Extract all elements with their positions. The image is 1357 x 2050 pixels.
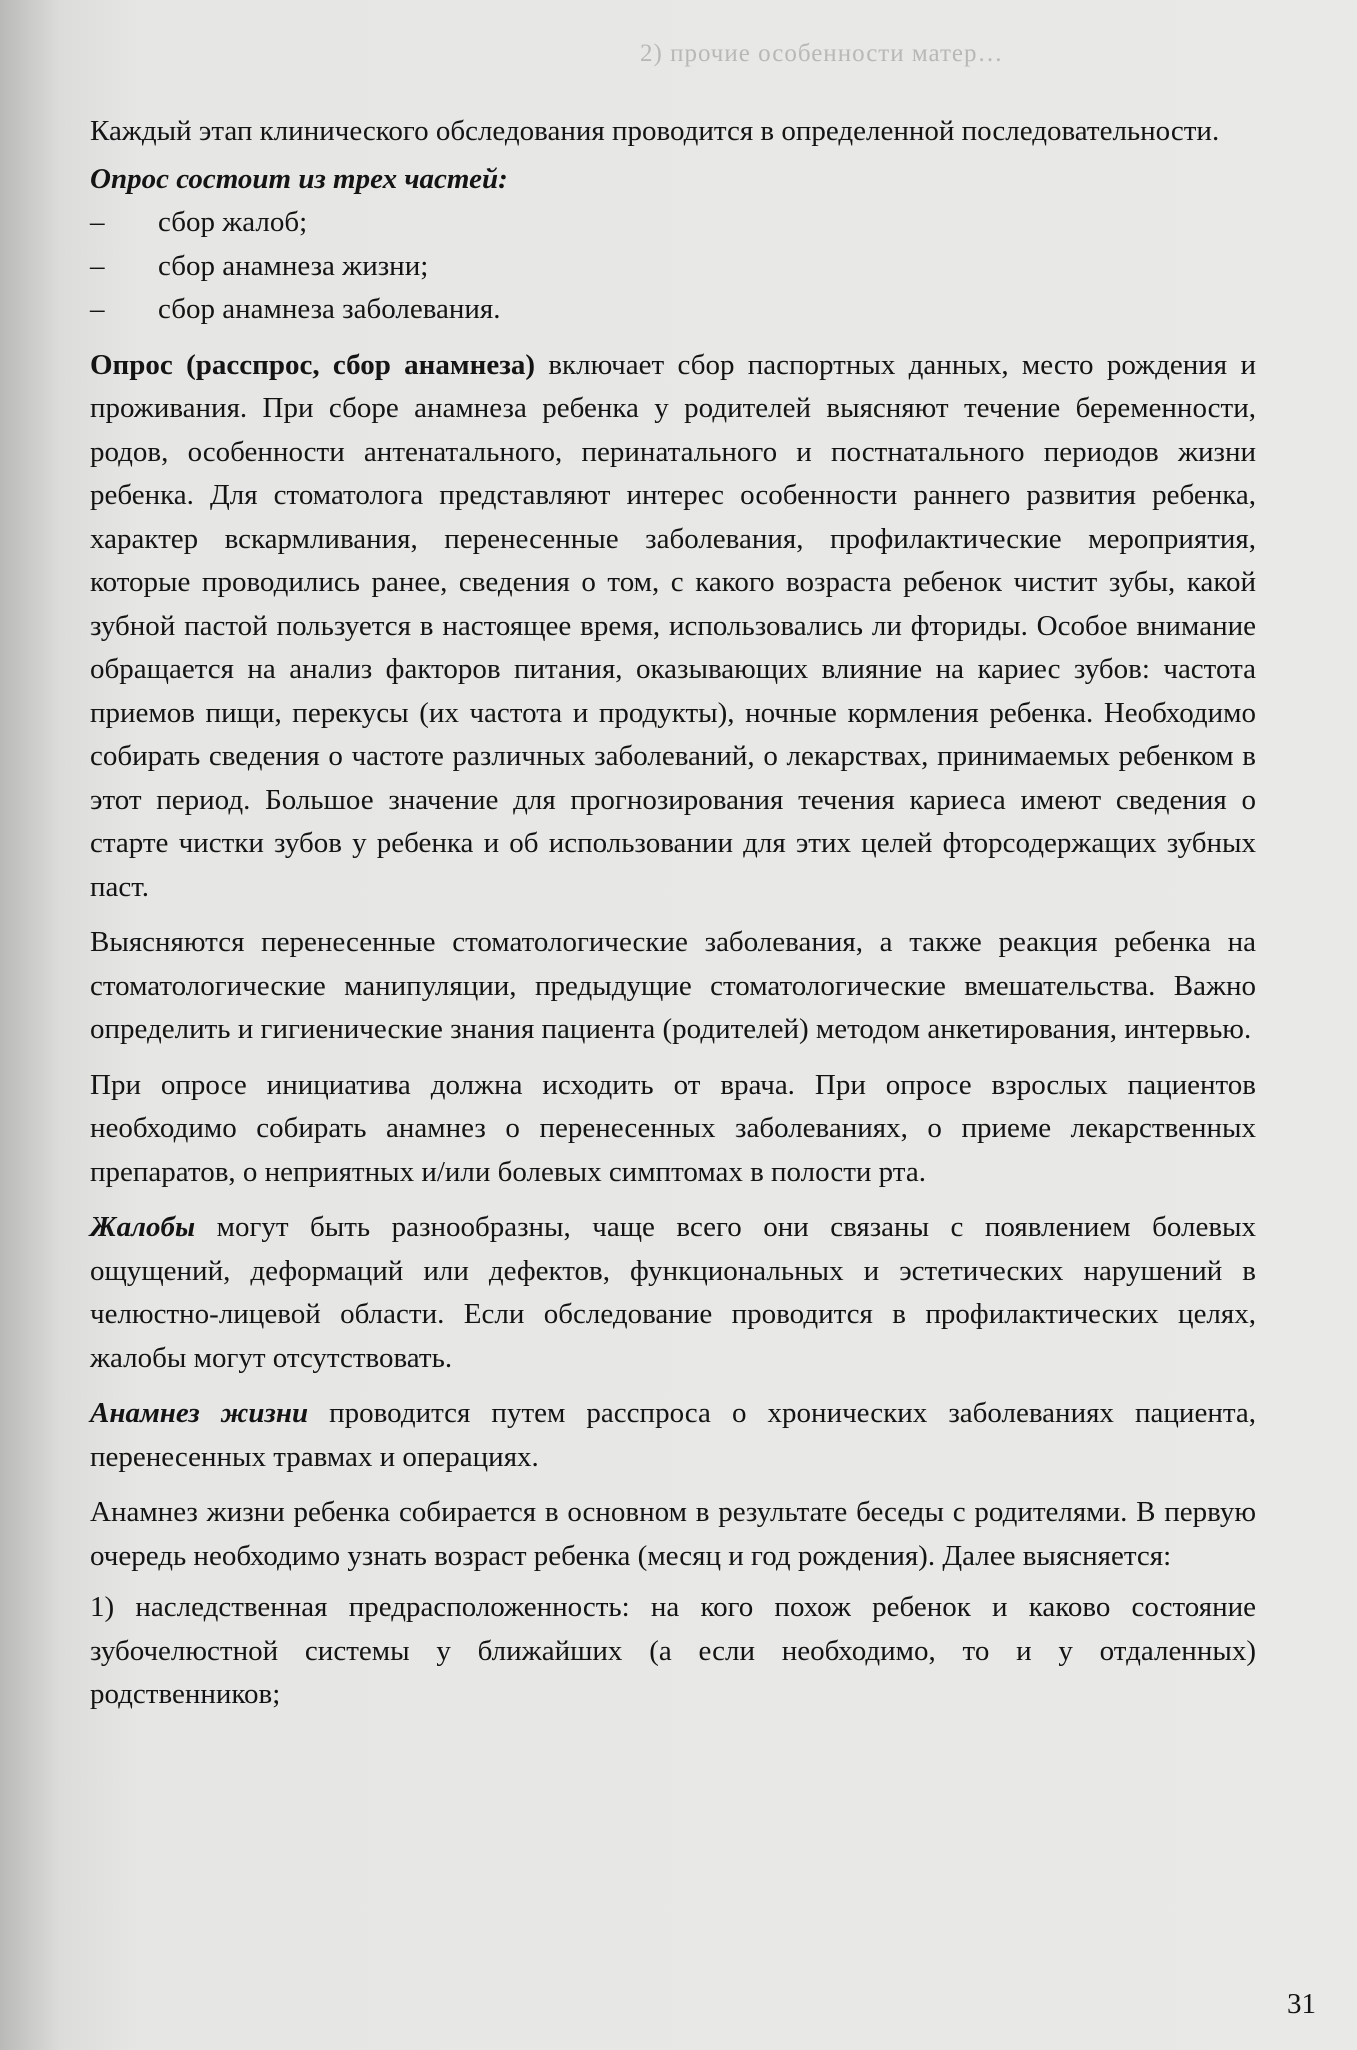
term-complaints: Жалобы: [90, 1211, 196, 1243]
paragraph-life-history: [90, 1392, 1256, 1479]
dash-marker: –: [90, 249, 105, 282]
list-item: [90, 288, 1256, 332]
page-body: [90, 110, 1256, 1717]
paragraph-complaints-text: могут быть разнообразны, чаще всего они связаны с появлением болевых ощущений, деформаций или дефектов, функциональных и эстетических нарушений в челюстно-лицевой области. Если обследование проводится в профилактических целях, жалобы могут отсутствовать.: [90, 1211, 1256, 1374]
list-item-text: сбор анамнеза жизни;: [158, 249, 429, 282]
paragraph-heredity: 1) наследственная предрасположенность: на кого похож ребенок и каково состояние зубочелюстной системы у ближайших (а если необходимо, то и у отдаленных) родственников;: [90, 1591, 1256, 1710]
list-item-text: сбор анамнеза заболевания.: [158, 293, 501, 325]
dash-marker: –: [90, 206, 105, 238]
paragraph-survey: [90, 344, 1256, 910]
bleed-through-text: 2) прочие особенности матер…: [640, 40, 1004, 67]
page-number: 31: [1287, 1988, 1316, 2020]
term-life-history: Анамнез жизни: [90, 1397, 309, 1429]
dash-marker: –: [90, 293, 105, 325]
paragraph-dental-history: Выясняются перенесенные стоматологические заболевания, а также реакция ребенка на стоматологические манипуляции, предыдущие стоматологические вмешательства. Важно определить и гигиенические знания пациента (родителей) методом анкетирования, интервью.: [90, 926, 1256, 1045]
paragraph-intro: Каждый этап клинического обследования проводится в определенной последовательности.: [90, 115, 1220, 147]
list-item: [90, 245, 1256, 289]
paragraph-survey-text: включает сбор паспортных данных, место рождения и проживания. При сборе анамнеза ребенка у родителей выясняют течение беременности, родов, особенности антенатального, перинатального и постнатального периодов жизни ребенка. Для стоматолога представляют интерес особенности раннего развития ребенка, характер вскармливания, перенесенные заболевания, профилактические мероприятия, которые проводились ранее, сведения о том, с какого возраста ребенок чистит зубы, какой зубной пастой пользуется в настоящее время, использовались ли фториды. Особое внимание обращается на анализ факторов питания, оказывающих влияние на кариес зубов: частота приемов пищи, перекусы (их частота и продукты), ночные кормления ребенка. Необходимо собирать сведения о частоте различных заболеваний, о лекарствах, принимаемых ребенком в этот период. Большое значение для прогнозирования течения кариеса имеют сведения о старте чистки зубов у ребенка и об использовании для этих целей фторсодержащих зубных паст.: [90, 348, 1256, 903]
survey-heading: Опрос состоит из трех частей:: [90, 162, 508, 195]
survey-list: [90, 201, 1256, 332]
term-survey: Опрос (расспрос, сбор анамнеза): [90, 348, 536, 381]
paragraph-child-history: Анамнез жизни ребенка собирается в основном в результате беседы с родителями. В первую очередь необходимо узнать возраст ребенка (месяц и год рождения). Далее выясняется:: [90, 1496, 1256, 1572]
paragraph-initiative: При опросе инициатива должна исходить от врача. При опросе взрослых пациентов необходимо собирать анамнез о перенесенных заболеваниях, о приеме лекарственных препаратов, о неприятных и/или болевых симптомах в полости рта.: [90, 1068, 1256, 1188]
paragraph-life-history-text: проводится путем расспроса о хронических заболеваниях пациента, перенесенных травмах и операциях.: [90, 1397, 1256, 1473]
paragraph-complaints: [90, 1206, 1256, 1380]
list-item-text: сбор жалоб;: [158, 206, 308, 238]
list-item: [90, 201, 1256, 245]
